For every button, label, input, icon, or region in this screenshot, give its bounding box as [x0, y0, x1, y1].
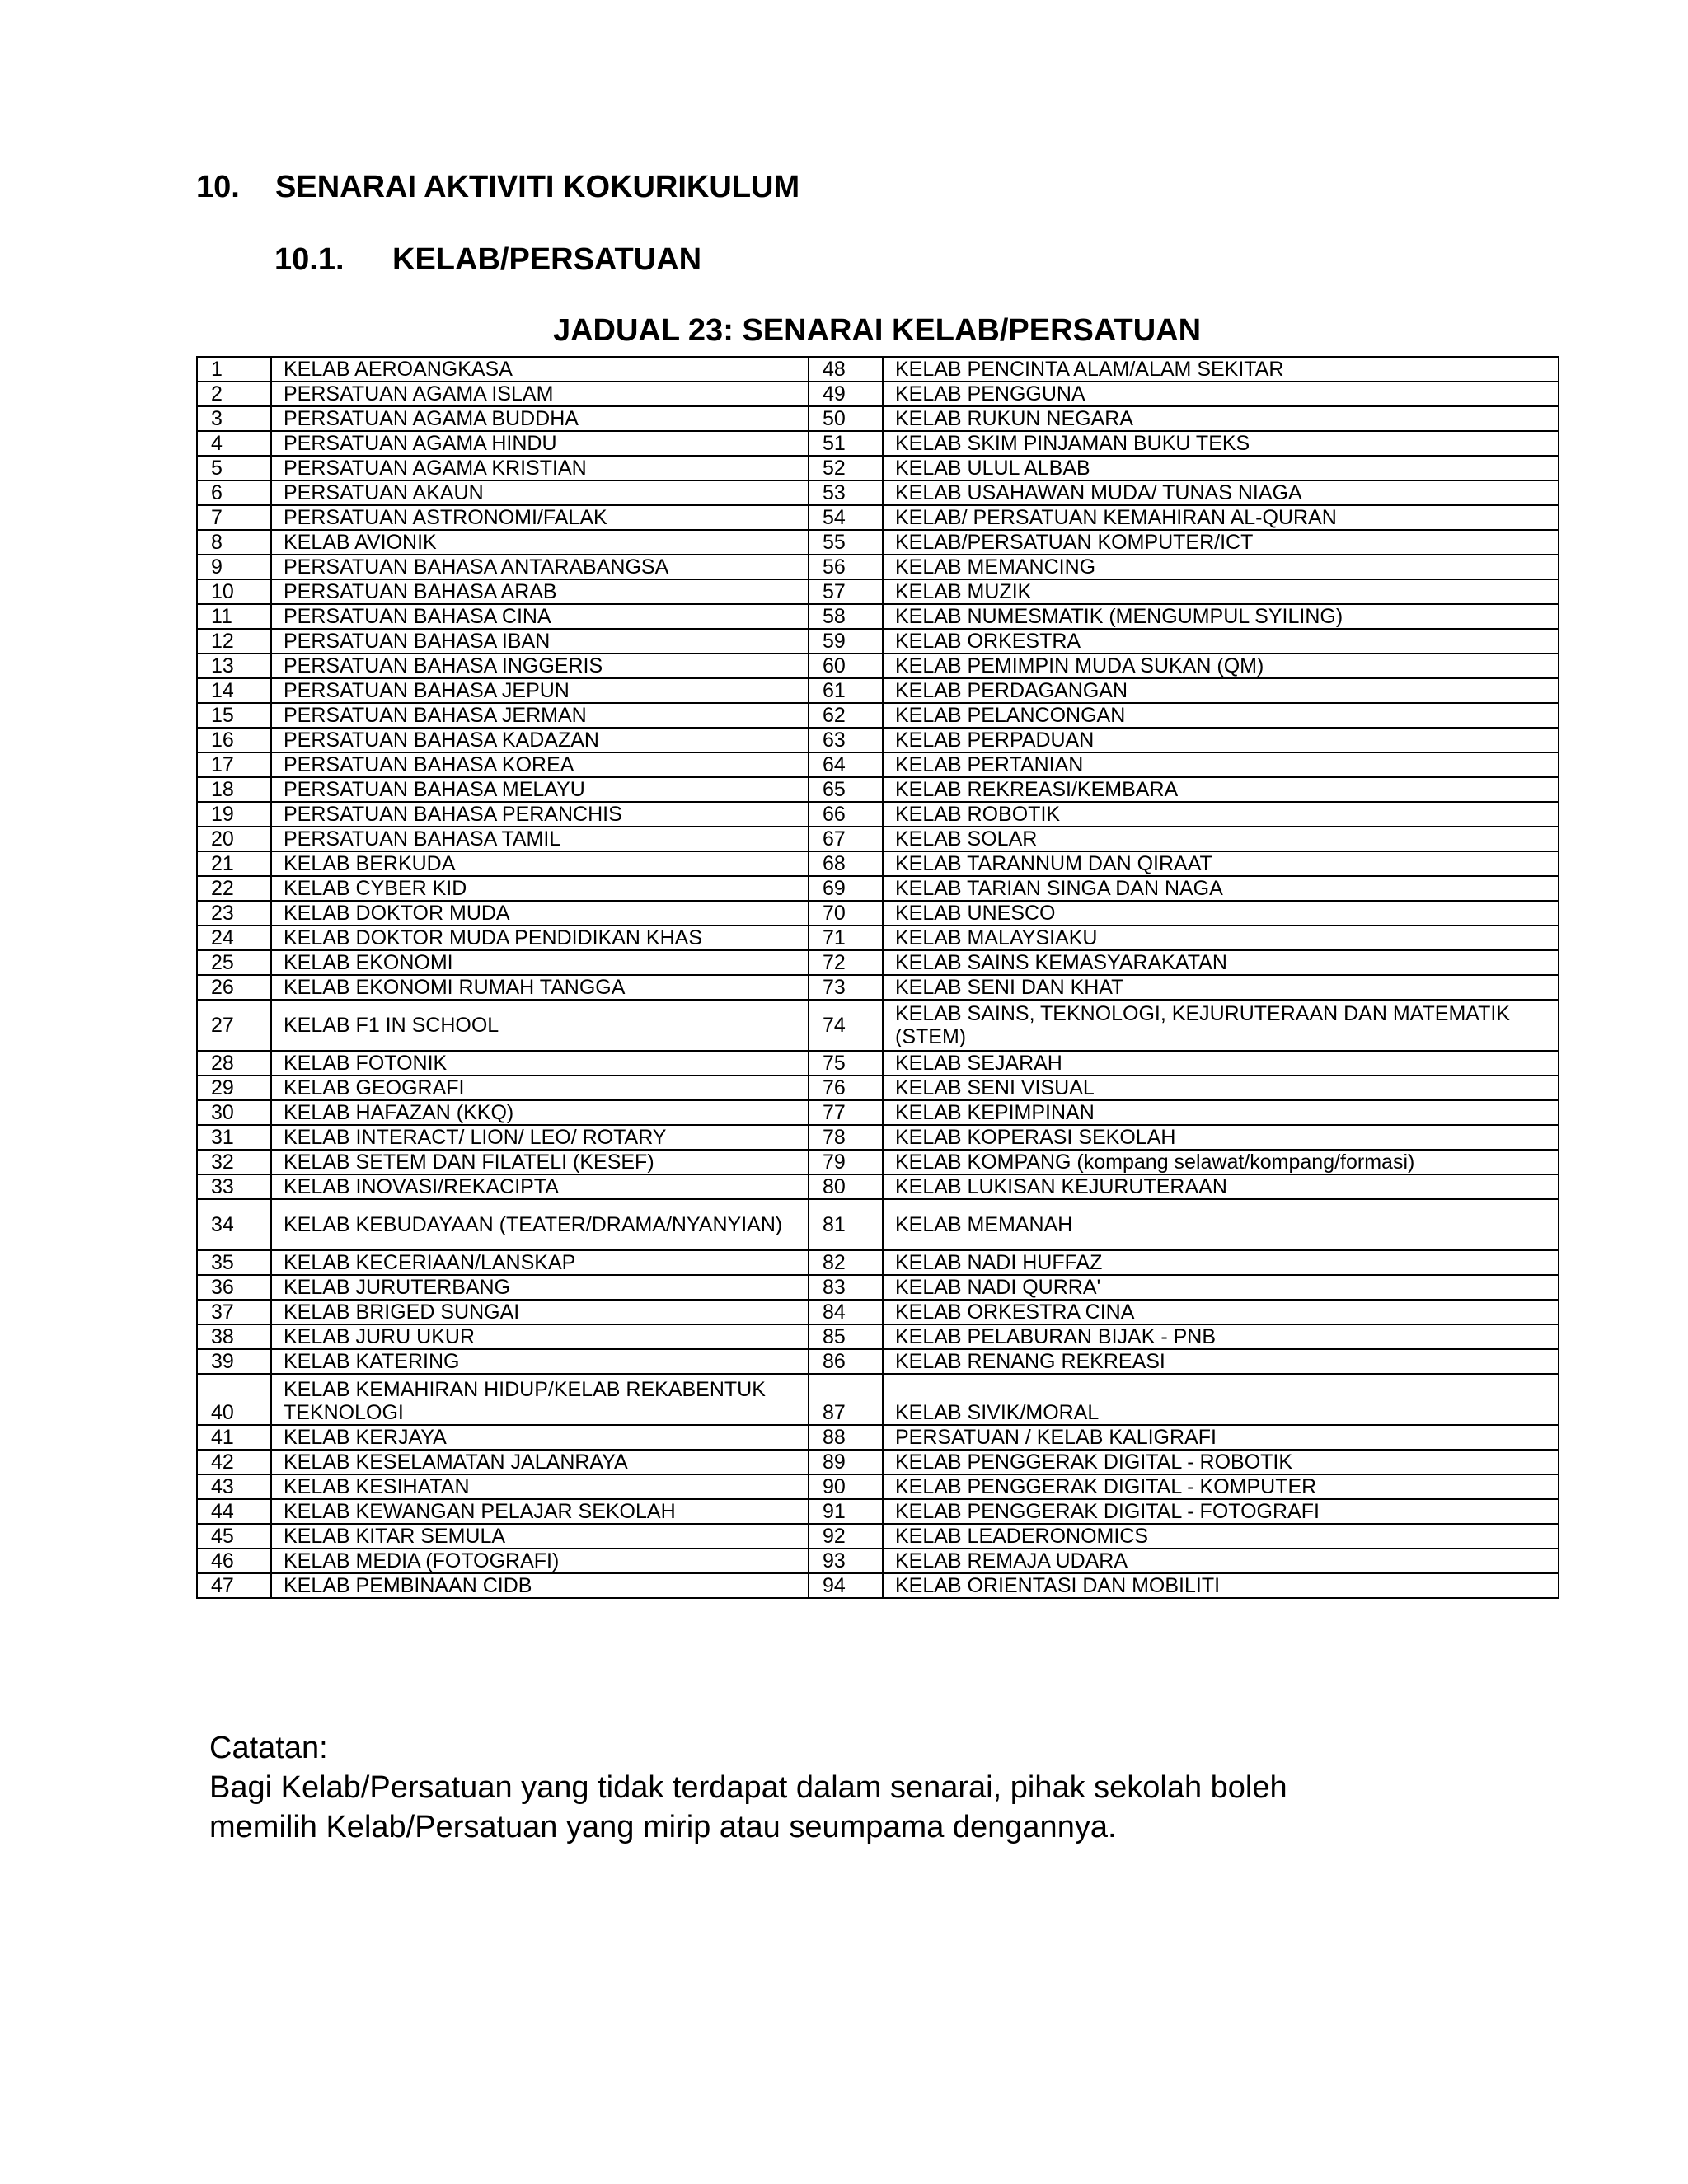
club-name: KELAB/PERSATUAN KOMPUTER/ICT	[883, 530, 1559, 555]
club-number: 77	[809, 1100, 883, 1125]
club-number: 69	[809, 876, 883, 901]
club-name: KELAB REKREASI/KEMBARA	[883, 777, 1559, 802]
club-number: 85	[809, 1324, 883, 1349]
club-number: 11	[197, 604, 271, 629]
table-row	[197, 950, 1559, 975]
club-name: KELAB KATERING	[271, 1349, 809, 1374]
club-name: KELAB EKONOMI	[271, 950, 809, 975]
table-row	[197, 876, 1559, 901]
table-row	[197, 1549, 1559, 1573]
table-row	[197, 1250, 1559, 1275]
table-row	[197, 1150, 1559, 1174]
club-number: 28	[197, 1051, 271, 1076]
club-number: 72	[809, 950, 883, 975]
club-number: 83	[809, 1275, 883, 1300]
club-number: 57	[809, 579, 883, 604]
club-number: 45	[197, 1524, 271, 1549]
club-name: KELAB JURU UKUR	[271, 1324, 809, 1349]
club-name: KELAB ULUL ALBAB	[883, 456, 1559, 480]
subsection-heading	[274, 242, 701, 278]
club-name: PERSATUAN BAHASA INGGERIS	[271, 654, 809, 678]
club-name: KELAB KEMAHIRAN HIDUP/KELAB REKABENTUK TEKNOLOGI	[271, 1374, 809, 1425]
club-number: 84	[809, 1300, 883, 1324]
club-number: 22	[197, 876, 271, 901]
club-name: KELAB MALAYSIAKU	[883, 926, 1559, 950]
club-name: KELAB EKONOMI RUMAH TANGGA	[271, 975, 809, 1000]
table-row	[197, 1300, 1559, 1324]
table-row	[197, 1076, 1559, 1100]
club-number: 54	[809, 505, 883, 530]
club-number: 94	[809, 1573, 883, 1598]
club-name: KELAB KESELAMATAN JALANRAYA	[271, 1450, 809, 1474]
club-name: KELAB SIVIK/MORAL	[883, 1374, 1559, 1425]
club-number: 40	[197, 1374, 271, 1425]
club-number: 82	[809, 1250, 883, 1275]
club-number: 60	[809, 654, 883, 678]
club-number: 1	[197, 357, 271, 382]
club-number: 88	[809, 1425, 883, 1450]
table-row	[197, 1000, 1559, 1051]
table-row	[197, 629, 1559, 654]
club-name: KELAB NADI QURRA'	[883, 1275, 1559, 1300]
club-name: KELAB KEPIMPINAN	[883, 1100, 1559, 1125]
club-number: 92	[809, 1524, 883, 1549]
club-name: KELAB KESIHATAN	[271, 1474, 809, 1499]
club-number: 25	[197, 950, 271, 975]
club-number: 43	[197, 1474, 271, 1499]
club-number: 59	[809, 629, 883, 654]
club-number: 91	[809, 1499, 883, 1524]
club-number: 17	[197, 752, 271, 777]
club-name: KELAB PENGGUNA	[883, 382, 1559, 406]
club-name: KELAB KECERIAAN/LANSKAP	[271, 1250, 809, 1275]
table-row	[197, 431, 1559, 456]
table-row	[197, 1051, 1559, 1076]
club-number: 50	[809, 406, 883, 431]
table-row	[197, 975, 1559, 1000]
club-number: 62	[809, 703, 883, 728]
table-row	[197, 1499, 1559, 1524]
club-name: PERSATUAN BAHASA JEPUN	[271, 678, 809, 703]
club-number: 44	[197, 1499, 271, 1524]
section-number: 10.	[196, 170, 240, 204]
club-number: 26	[197, 975, 271, 1000]
club-name: KELAB PEMBINAAN CIDB	[271, 1573, 809, 1598]
club-name: KELAB MEDIA (FOTOGRAFI)	[271, 1549, 809, 1573]
club-number: 55	[809, 530, 883, 555]
club-name: KELAB PELANCONGAN	[883, 703, 1559, 728]
club-name: KELAB KEBUDAYAAN (TEATER/DRAMA/NYANYIAN)	[271, 1199, 809, 1250]
table-row	[197, 1573, 1559, 1598]
notes-line-2: memilih Kelab/Persatuan yang mirip atau seumpama dengannya.	[209, 1810, 1117, 1844]
club-name: KELAB MEMANCING	[883, 555, 1559, 579]
club-name: KELAB BERKUDA	[271, 851, 809, 876]
table-row	[197, 579, 1559, 604]
table-row	[197, 851, 1559, 876]
club-number: 89	[809, 1450, 883, 1474]
club-name: KELAB SOLAR	[883, 827, 1559, 851]
club-number: 78	[809, 1125, 883, 1150]
club-name: PERSATUAN BAHASA TAMIL	[271, 827, 809, 851]
table-row	[197, 1450, 1559, 1474]
table-row	[197, 926, 1559, 950]
club-name: KELAB SKIM PINJAMAN BUKU TEKS	[883, 431, 1559, 456]
club-name: PERSATUAN AKAUN	[271, 480, 809, 505]
club-name: KELAB KOPERASI SEKOLAH	[883, 1125, 1559, 1150]
section-heading	[196, 170, 799, 205]
club-number: 80	[809, 1174, 883, 1199]
club-name: PERSATUAN BAHASA ANTARABANGSA	[271, 555, 809, 579]
table-row	[197, 827, 1559, 851]
club-number: 87	[809, 1374, 883, 1425]
club-name: KELAB DOKTOR MUDA PENDIDIKAN KHAS	[271, 926, 809, 950]
club-name: KELAB LUKISAN KEJURUTERAAN	[883, 1174, 1559, 1199]
club-name: PERSATUAN BAHASA MELAYU	[271, 777, 809, 802]
club-number: 39	[197, 1349, 271, 1374]
club-name: KELAB RENANG REKREASI	[883, 1349, 1559, 1374]
clubs-table	[196, 356, 1559, 1599]
club-number: 29	[197, 1076, 271, 1100]
table-row	[197, 480, 1559, 505]
club-name: KELAB UNESCO	[883, 901, 1559, 926]
club-name: KELAB CYBER KID	[271, 876, 809, 901]
club-name: KELAB RUKUN NEGARA	[883, 406, 1559, 431]
club-number: 61	[809, 678, 883, 703]
table-row	[197, 752, 1559, 777]
club-name: KELAB FOTONIK	[271, 1051, 809, 1076]
club-number: 10	[197, 579, 271, 604]
club-name: KELAB PERPADUAN	[883, 728, 1559, 752]
club-name: KELAB TARANNUM DAN QIRAAT	[883, 851, 1559, 876]
club-number: 9	[197, 555, 271, 579]
club-name: KELAB HAFAZAN (KKQ)	[271, 1100, 809, 1125]
club-name: KELAB ORKESTRA CINA	[883, 1300, 1559, 1324]
club-number: 32	[197, 1150, 271, 1174]
club-number: 34	[197, 1199, 271, 1250]
club-name: KELAB SETEM DAN FILATELI (KESEF)	[271, 1150, 809, 1174]
club-name: KELAB NADI HUFFAZ	[883, 1250, 1559, 1275]
table-row	[197, 555, 1559, 579]
club-name: KELAB AEROANGKASA	[271, 357, 809, 382]
club-name: KELAB REMAJA UDARA	[883, 1549, 1559, 1573]
notes-label: Catatan:	[209, 1731, 328, 1765]
club-number: 68	[809, 851, 883, 876]
club-number: 74	[809, 1000, 883, 1051]
club-number: 41	[197, 1425, 271, 1450]
club-number: 58	[809, 604, 883, 629]
club-number: 71	[809, 926, 883, 950]
club-number: 18	[197, 777, 271, 802]
club-number: 51	[809, 431, 883, 456]
club-number: 42	[197, 1450, 271, 1474]
club-number: 19	[197, 802, 271, 827]
club-number: 47	[197, 1573, 271, 1598]
table-row	[197, 456, 1559, 480]
club-name: PERSATUAN AGAMA HINDU	[271, 431, 809, 456]
club-name: KELAB/ PERSATUAN KEMAHIRAN AL-QURAN	[883, 505, 1559, 530]
club-name: KELAB KITAR SEMULA	[271, 1524, 809, 1549]
table-row	[197, 505, 1559, 530]
table-row	[197, 1349, 1559, 1374]
club-name: KELAB MEMANAH	[883, 1199, 1559, 1250]
club-name: PERSATUAN BAHASA KOREA	[271, 752, 809, 777]
table-row	[197, 802, 1559, 827]
club-name: PERSATUAN AGAMA BUDDHA	[271, 406, 809, 431]
club-name: PERSATUAN BAHASA JERMAN	[271, 703, 809, 728]
club-number: 73	[809, 975, 883, 1000]
club-name: KELAB PEMIMPIN MUDA SUKAN (QM)	[883, 654, 1559, 678]
table-row	[197, 1374, 1559, 1425]
club-number: 16	[197, 728, 271, 752]
subsection-number: 10.1.	[274, 242, 345, 277]
club-number: 86	[809, 1349, 883, 1374]
club-name: KELAB SAINS KEMASYARAKATAN	[883, 950, 1559, 975]
table-caption: JADUAL 23: SENARAI KELAB/PERSATUAN	[552, 313, 1202, 348]
club-number: 23	[197, 901, 271, 926]
club-name: KELAB BRIGED SUNGAI	[271, 1300, 809, 1324]
club-name: KELAB PERDAGANGAN	[883, 678, 1559, 703]
club-number: 30	[197, 1100, 271, 1125]
notes	[209, 1728, 1528, 1847]
club-name: KELAB LEADERONOMICS	[883, 1524, 1559, 1549]
table-row	[197, 703, 1559, 728]
section-title: SENARAI AKTIVITI KOKURIKULUM	[275, 170, 800, 204]
table-row	[197, 530, 1559, 555]
club-name: KELAB SAINS, TEKNOLOGI, KEJURUTERAAN DAN MATEMATIK (STEM)	[883, 1000, 1559, 1051]
club-name: PERSATUAN BAHASA ARAB	[271, 579, 809, 604]
club-name: KELAB ORKESTRA	[883, 629, 1559, 654]
club-number: 7	[197, 505, 271, 530]
club-number: 56	[809, 555, 883, 579]
club-name: KELAB JURUTERBANG	[271, 1275, 809, 1300]
club-number: 14	[197, 678, 271, 703]
club-number: 31	[197, 1125, 271, 1150]
club-number: 63	[809, 728, 883, 752]
club-name: KELAB SENI VISUAL	[883, 1076, 1559, 1100]
table-row	[197, 678, 1559, 703]
club-name: KELAB KOMPANG (kompang selawat/kompang/formasi)	[883, 1150, 1559, 1174]
table-row	[197, 1275, 1559, 1300]
club-name: PERSATUAN AGAMA ISLAM	[271, 382, 809, 406]
club-name: KELAB DOKTOR MUDA	[271, 901, 809, 926]
club-number: 21	[197, 851, 271, 876]
table-row	[197, 382, 1559, 406]
club-name: PERSATUAN / KELAB KALIGRAFI	[883, 1425, 1559, 1450]
club-number: 15	[197, 703, 271, 728]
club-name: KELAB PENCINTA ALAM/ALAM SEKITAR	[883, 357, 1559, 382]
club-name: KELAB MUZIK	[883, 579, 1559, 604]
table-row	[197, 406, 1559, 431]
club-name: KELAB INTERACT/ LION/ LEO/ ROTARY	[271, 1125, 809, 1150]
club-number: 48	[809, 357, 883, 382]
club-number: 4	[197, 431, 271, 456]
club-name: KELAB AVIONIK	[271, 530, 809, 555]
club-number: 6	[197, 480, 271, 505]
club-name: KELAB NUMESMATIK (MENGUMPUL SYILING)	[883, 604, 1559, 629]
club-name: KELAB SENI DAN KHAT	[883, 975, 1559, 1000]
club-name: KELAB KEWANGAN PELAJAR SEKOLAH	[271, 1499, 809, 1524]
club-number: 13	[197, 654, 271, 678]
table-row	[197, 1474, 1559, 1499]
club-number: 36	[197, 1275, 271, 1300]
club-name: PERSATUAN BAHASA KADAZAN	[271, 728, 809, 752]
club-name: KELAB USAHAWAN MUDA/ TUNAS NIAGA	[883, 480, 1559, 505]
club-number: 93	[809, 1549, 883, 1573]
club-name: KELAB F1 IN SCHOOL	[271, 1000, 809, 1051]
table-row	[197, 1324, 1559, 1349]
club-number: 12	[197, 629, 271, 654]
club-number: 5	[197, 456, 271, 480]
club-number: 38	[197, 1324, 271, 1349]
club-name: KELAB INOVASI/REKACIPTA	[271, 1174, 809, 1199]
club-name: PERSATUAN BAHASA CINA	[271, 604, 809, 629]
club-number: 67	[809, 827, 883, 851]
club-number: 64	[809, 752, 883, 777]
club-number: 53	[809, 480, 883, 505]
club-number: 37	[197, 1300, 271, 1324]
club-number: 76	[809, 1076, 883, 1100]
table-row	[197, 1100, 1559, 1125]
club-number: 79	[809, 1150, 883, 1174]
club-number: 33	[197, 1174, 271, 1199]
table-row	[197, 1174, 1559, 1199]
club-number: 8	[197, 530, 271, 555]
club-number: 35	[197, 1250, 271, 1275]
club-name: KELAB GEOGRAFI	[271, 1076, 809, 1100]
club-number: 90	[809, 1474, 883, 1499]
table-row	[197, 357, 1559, 382]
club-name: PERSATUAN AGAMA KRISTIAN	[271, 456, 809, 480]
notes-line-1: Bagi Kelab/Persatuan yang tidak terdapat dalam senarai, pihak sekolah boleh	[209, 1770, 1287, 1805]
club-name: KELAB SEJARAH	[883, 1051, 1559, 1076]
club-name: PERSATUAN BAHASA IBAN	[271, 629, 809, 654]
club-name: KELAB PELABURAN BIJAK - PNB	[883, 1324, 1559, 1349]
club-name: KELAB PENGGERAK DIGITAL - ROBOTIK	[883, 1450, 1559, 1474]
club-name: KELAB ORIENTASI DAN MOBILITI	[883, 1573, 1559, 1598]
club-name: KELAB PENGGERAK DIGITAL - FOTOGRAFI	[883, 1499, 1559, 1524]
club-number: 20	[197, 827, 271, 851]
club-number: 2	[197, 382, 271, 406]
club-number: 24	[197, 926, 271, 950]
table-row	[197, 901, 1559, 926]
table-row	[197, 777, 1559, 802]
table-row	[197, 1524, 1559, 1549]
club-name: KELAB PERTANIAN	[883, 752, 1559, 777]
club-number: 70	[809, 901, 883, 926]
club-number: 75	[809, 1051, 883, 1076]
table-row	[197, 1125, 1559, 1150]
subsection-title: KELAB/PERSATUAN	[392, 242, 702, 277]
table-row	[197, 728, 1559, 752]
club-name: KELAB ROBOTIK	[883, 802, 1559, 827]
club-number: 27	[197, 1000, 271, 1051]
club-name: KELAB PENGGERAK DIGITAL - KOMPUTER	[883, 1474, 1559, 1499]
table-row	[197, 1199, 1559, 1250]
table-row	[197, 604, 1559, 629]
club-name: KELAB KERJAYA	[271, 1425, 809, 1450]
club-name: PERSATUAN ASTRONOMI/FALAK	[271, 505, 809, 530]
table-row	[197, 654, 1559, 678]
club-number: 46	[197, 1549, 271, 1573]
club-number: 81	[809, 1199, 883, 1250]
club-name: PERSATUAN BAHASA PERANCHIS	[271, 802, 809, 827]
club-number: 66	[809, 802, 883, 827]
club-number: 3	[197, 406, 271, 431]
club-number: 52	[809, 456, 883, 480]
club-number: 65	[809, 777, 883, 802]
table-row	[197, 1425, 1559, 1450]
club-number: 49	[809, 382, 883, 406]
club-name: KELAB TARIAN SINGA DAN NAGA	[883, 876, 1559, 901]
